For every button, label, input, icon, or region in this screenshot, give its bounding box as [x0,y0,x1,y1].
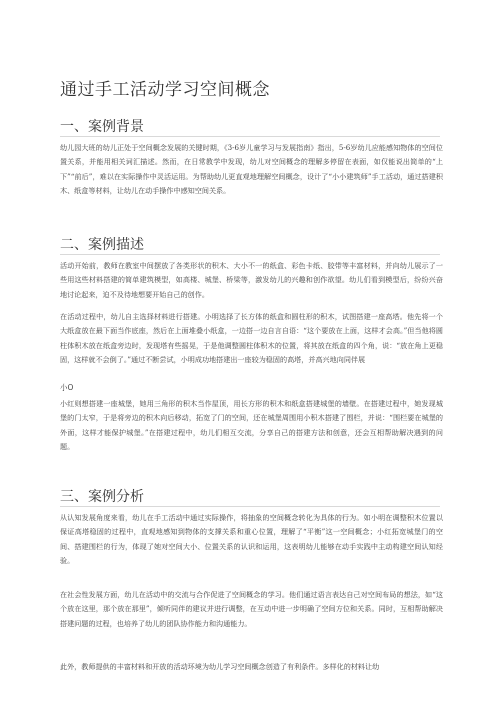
stray-text: 小O [60,383,74,392]
paragraph-environment: 此外，教师提供的丰富材料和开放的活动环境为幼儿学习空间概念创造了有利条件。多样化的材料让幼 [60,662,380,671]
section-heading-description: 二、案例描述 [60,237,144,253]
paragraph-xiaohong: 小红则想搭建一座城堡，她用三角形的积木当作屋顶，用长方形的积木和纸盒搭建城堡的墙壁。在搭建过程中，她发现城堡的门太窄，于是将旁边的积木向后移动，拓宽了门的空间，还在城堡周围用小积木搭建了围栏，并说：“围栏要在城堡的外面，这样才能保护城堡。”在搭建过程中，幼儿们相互交流，分享自己的搭建方法和创意，还会互相帮助解决遇到的问题。 [60,399,443,452]
document-title: 通过手工活动学习空间概念 [60,80,270,100]
paragraph-setup: 活动开始前，教师在教室中间摆放了各类形状的积木、大小不一的纸盒、彩色卡纸、胶带等丰富材料，并向幼儿展示了一些用这些材料搭建的简单建筑模型，如高楼、城堡、桥梁等，激发幼儿的兴趣和创作欲望。幼儿们看到模型后，纷纷兴奋地讨论起来，迫不及待地想要开始自己的创作。 [60,261,443,299]
paragraph-background: 幼儿园大班的幼儿正处于空间概念发展的关键时期，《3-6岁儿童学习与发展指南》指出，5-6岁幼儿应能感知物体的空间位置关系，并能用相关词汇描述。然而，在日常教学中发现，幼儿对空间概念的理解多停留在表面，如仅能说出简单的“上下”“前后”，难以在实际操作中灵活运用。为帮助幼儿更直观地理解空间概念，设计了“小小建筑师”手工活动，通过搭建积木、纸盒等材料，让幼儿在动手操作中感知空间关系。 [60,143,443,196]
section-divider [60,506,440,507]
section-heading-background: 一、案例背景 [60,119,144,135]
section-divider [60,136,440,137]
section-divider [60,254,440,255]
paragraph-cognitive: 从认知发展角度来看，幼儿在手工活动中通过实际操作，将抽象的空间概念转化为具体的行为。如小明在调整积木位置以保证高塔稳固的过程中，直观地感知到物体的支撑关系和重心位置，理解了“平衡”这一空间概念；小红拓宽城堡门的空间、搭建围栏的行为，体现了她对空间大小、位置关系的认识和运用，这表明幼儿能够在动手实践中主动构建空间认知经验。 [60,513,443,566]
section-heading-analysis: 三、案例分析 [60,489,144,505]
paragraph-xiaoming: 在活动过程中，幼儿自主选择材料进行搭建。小明选择了长方体的纸盒和圆柱形的积木，试图搭建一座高塔。他先将一个大纸盒放在最下面当作底座，然后在上面堆叠小纸盒，一边搭一边自言自语：“这个要放在上面，这样才会高。”但当他将圆柱体积木放在纸盒旁边时，发现塔有些摇晃，于是他调整圆柱体积木的位置，将其放在纸盒的四个角，说：“放在角上更稳固，这样就不会倒了。”通过不断尝试，小明成功地搭建出一座较为稳固的高塔，并高兴地向同伴展 [60,312,443,365]
paragraph-social: 在社会性发展方面，幼儿在活动中的交流与合作促进了空间概念的学习。他们通过语言表达自己对空间布局的想法，如“这个放在这里，那个放在那里”，倾听同伴的建议并进行调整，在互动中进一步明确了空间方位和关系。同时，互相帮助解决搭建问题的过程，也培养了幼儿的团队协作能力和沟通能力。 [60,590,443,628]
